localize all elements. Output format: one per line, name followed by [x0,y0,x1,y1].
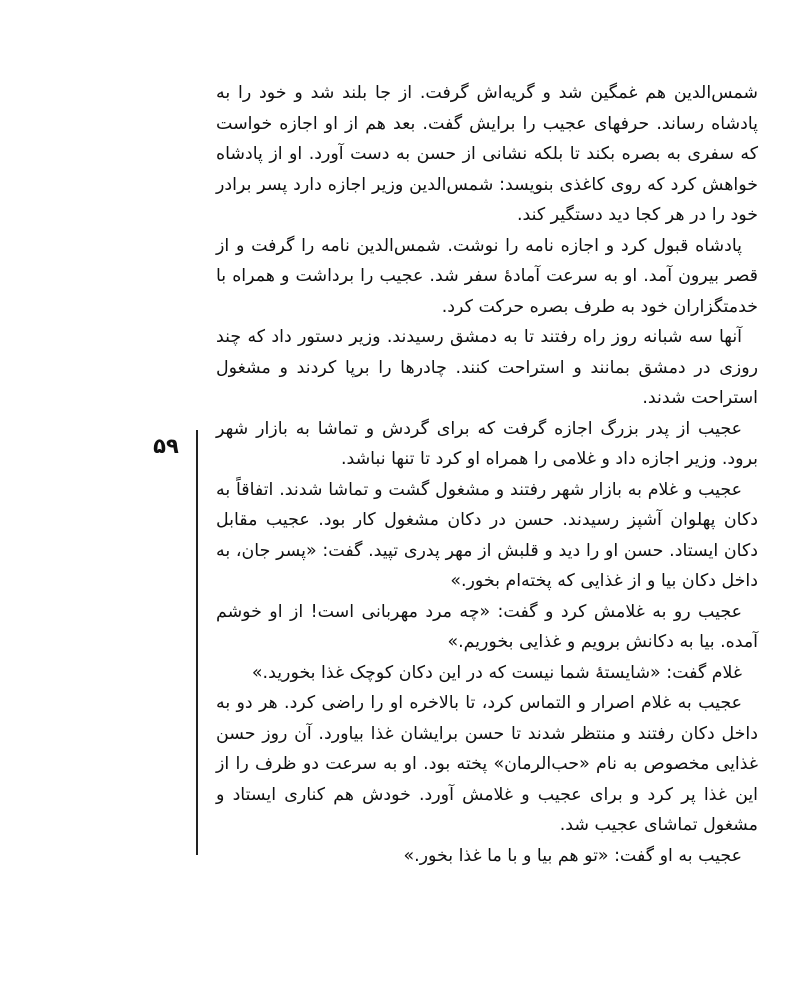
page-number: ۵۹ [153,434,179,458]
paragraph: عجیب به او گفت: «تو هم بیا و با ما غذا بخور.» [403,845,742,866]
paragraph: پادشاه قبول کرد و اجازه نامه را نوشت. شمس‌الدین نامه را گرفت و از قصر بیرون آمد. او به سرعت آمادهٔ سفر شد. عجیب را برداشت و همراه با خدمتگزاران خود به طرف بصره حرکت کرد. [216,235,758,317]
paragraph: عجیب از پدر بزرگ اجازه گرفت که برای گردش و تماشا به بازار شهر برود. وزیر اجازه داد و غلامی را همراه او کرد تا تنها نباشد. [216,418,758,469]
paragraph: عجیب رو به غلامش کرد و گفت: «چه مرد مهربانی است! از او خوشم آمده. بیا به دکانش برویم و غذایی بخوریم.» [216,601,758,652]
paragraph: آنها سه شبانه روز راه رفتند تا به دمشق رسیدند. وزیر دستور داد که چند روزی در دمشق بمانند و استراحت کنند. چادرها را برپا کردند و مشغول استراحت شدند. [216,327,758,408]
paragraph: عجیب به غلام اصرار و التماس کرد، تا بالاخره او را راضی کرد. هر دو به داخل دکان رفتند و منتظر شدند تا حسن برایشان غذا بیاورد. آن روز حسن غذایی مخصوص به نام «حب‌الرمان» پخته بود. او به سرعت دو ظرف را از این غذا پر کرد و برای عجیب و غلامش آورد. خودش هم کناری ایستاد و مشغول تماشای عجیب شد. [216,693,758,835]
body-text [216,78,758,871]
paragraph: شمس‌الدین هم غمگین شد و گریه‌اش گرفت. از جا بلند شد و خود را به پادشاه رساند. حرفهای عجیب را برایش گفت. بعد هم از او اجازه خواست که سفری به بصره بکند تا بلکه نشانی از حسن به دست آورد. او از پادشاه خواهش کرد که روی کاغذی بنویسد: شمس‌الدین وزیر اجازه دارد پسر برادر خود را در هر کجا دید دستگیر کند. [216,83,758,225]
margin-rule [196,430,198,855]
paragraph: غلام گفت: «شایستهٔ شما نیست که در این دکان کوچک غذا بخورید.» [251,662,742,683]
paragraph: عجیب و غلام به بازار شهر رفتند و مشغول گشت و تماشا شدند. اتفاقاً به دکان پهلوان آشپز رسیدند. حسن در دکان مشغول کار بود. عجیب مقابل دکان ایستاد. حسن او را دید و قلبش از مهر پدری تپید. گفت: «پسر جان، به داخل دکان بیا و از غذایی که پخته‌ام بخور.» [216,479,758,591]
